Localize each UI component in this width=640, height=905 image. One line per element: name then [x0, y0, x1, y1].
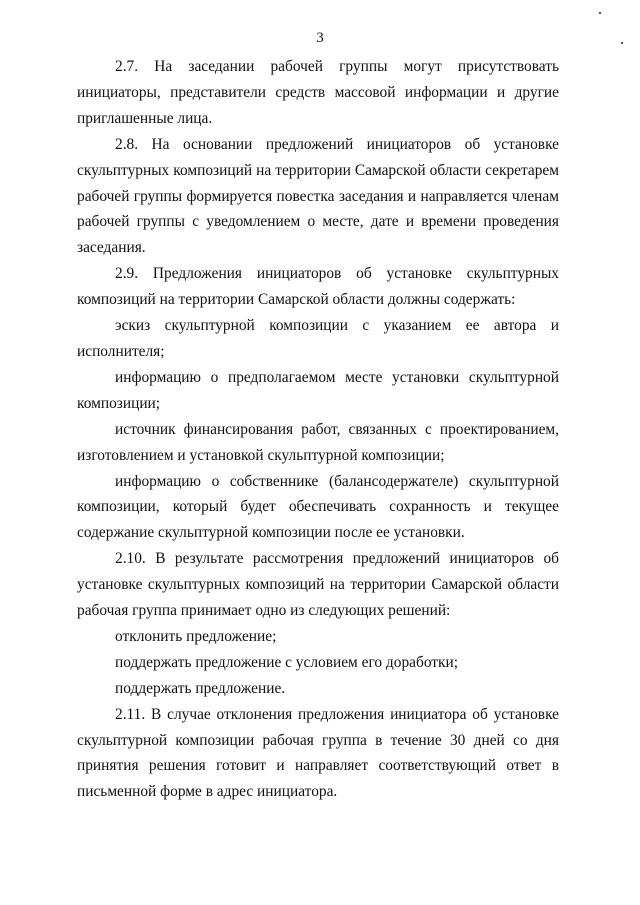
- scan-speck: [621, 42, 623, 44]
- list-item-location: информацию о предполагаемом месте установки скульптурной композиции;: [77, 368, 559, 412]
- list-item-owner: информацию о собственнике (балансодержателе) скульптурной композиции, который будет обеспечивать сохранность и текущее содержание скульптурной композиции после ее установки.: [77, 472, 559, 542]
- list-item-sketch: эскиз скульптурной композиции с указанием ее автора и исполнителя;: [77, 317, 559, 360]
- list-item-funding: источник финансирования работ, связанных с проектированием, изготовлением и установкой скульптурной композиции;: [77, 420, 559, 464]
- scan-speck: [599, 12, 601, 14]
- paragraph-2-11: 2.11. В случае отклонения предложения инициатора об установке скульптурной композиции рабочая группа в течение 30 дней со дня принятия решения готовит и направляет соответствующий ответ в письменной форме в адрес инициатора.: [77, 705, 559, 801]
- paragraph-2-8: 2.8. На основании предложений инициаторов об установке скульптурных композиций на территории Самарской области секретарем рабочей группы формируется повестка заседания и направляется членам рабочей группы с уведомлением о месте, дате и времени проведения заседания.: [77, 135, 559, 257]
- paragraph-2-9: 2.9. Предложения инициаторов об установке скульптурных композиций на территории Самарской области должны содержать:: [77, 265, 559, 309]
- decision-support-with-revision: поддержать предложение с условием его доработки;: [115, 653, 459, 671]
- paragraph-2-10: 2.10. В результате рассмотрения предложений инициаторов об установке скульптурных композиций на территории Самарской области рабочая группа принимает одно из следующих решений:: [77, 550, 559, 620]
- paragraph-2-7: 2.7. На заседании рабочей группы могут присутствовать инициаторы, представители средств массовой информации и другие приглашенные лица.: [77, 58, 559, 127]
- page-number: 3: [316, 30, 324, 46]
- document-body: [77, 54, 559, 805]
- decision-support: поддержать предложение.: [115, 679, 286, 697]
- decision-reject: отклонить предложение;: [115, 627, 277, 645]
